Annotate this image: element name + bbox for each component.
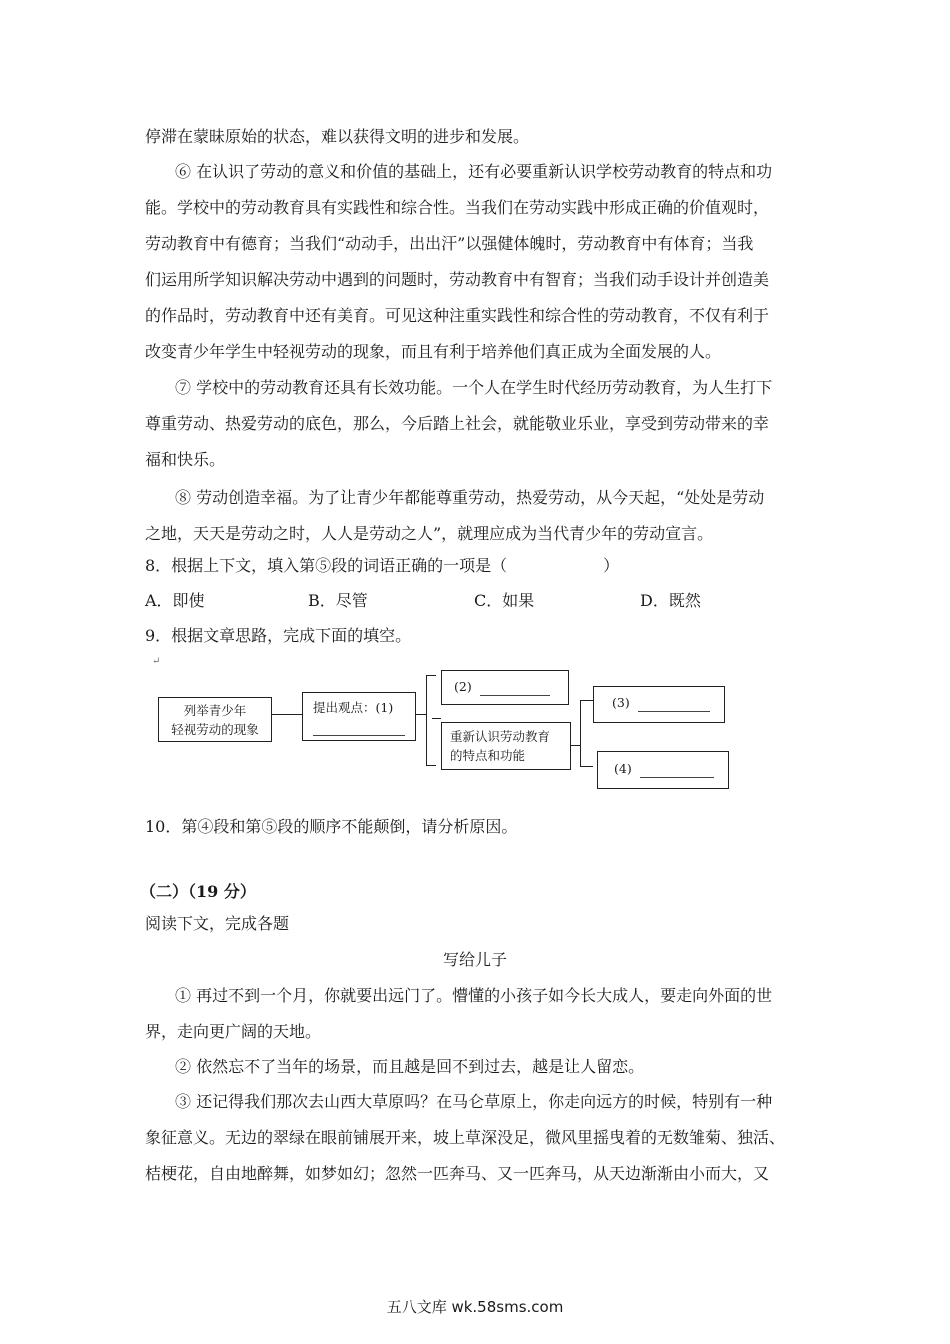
article-line: ③ 还记得我们那次去山西大草原吗？在马仑草原上，你走向远方的时候，特别有一种 — [175, 1092, 773, 1111]
answer-blank-2[interactable] — [480, 686, 550, 696]
return-mark: ↵ — [152, 656, 161, 667]
article-line: ① 再过不到一个月，你就要出远门了。懵懂的小孩子如今长大成人，要走向外面的世 — [175, 986, 773, 1005]
diagram-box-reunderstand — [441, 722, 571, 770]
passage-line: 改变青少年学生中轻视劳动的现象，而且有利于培养他们真正成为全面发展的人。 — [145, 342, 722, 361]
q8-option-a: A．即使 — [145, 591, 205, 610]
article-title: 写给儿子 — [442, 950, 507, 969]
box-text: 提出观点：(1) — [313, 700, 394, 715]
passage-line: 们运用所学知识解决劳动中遇到的问题时，劳动教育中有智育；当我们动手设计并创造美 — [145, 270, 770, 289]
diagram-box-examples — [158, 697, 272, 742]
box-text: (3) — [612, 695, 630, 710]
article-line: ② 依然忘不了当年的场景，而且越是回不到过去，越是让人留恋。 — [175, 1057, 645, 1076]
box-text: (4) — [614, 761, 632, 776]
q8-option-b: B．尽管 — [308, 591, 368, 610]
article-line: 界，走向更广阔的天地。 — [145, 1022, 322, 1041]
question-10-stem: 10．第④段和第⑤段的顺序不能颠倒，请分析原因。 — [145, 817, 518, 836]
diagram-box-2 — [441, 670, 569, 705]
passage-line: 福和快乐。 — [145, 450, 226, 469]
passage-line: 之地，天天是劳动之时，人人是劳动之人”，就理应成为当代青少年的劳动宣言。 — [145, 524, 714, 543]
q8-option-d: D．既然 — [640, 591, 701, 610]
section-2-heading: （二）（19 分） — [140, 882, 256, 901]
passage-line: ⑥ 在认识了劳动的意义和价值的基础上，还有必要重新认识学校劳动教育的特点和功 — [175, 162, 773, 181]
answer-blank-1[interactable] — [313, 726, 405, 736]
passage-line: ⑦ 学校中的劳动教育还具有长效功能。一个人在学生时代经历劳动教育，为人生打下 — [175, 378, 773, 397]
box-line: 的特点和功能 — [450, 748, 526, 763]
q8-option-c: C．如果 — [474, 591, 535, 610]
box-text: (2) — [454, 679, 472, 694]
diagram-box-3 — [593, 686, 725, 723]
question-8-stem: 8．根据上下文，填入第⑤段的词语正确的一项是（ ） — [145, 556, 620, 575]
box-line: 列举青少年 — [183, 703, 247, 718]
passage-line: 尊重劳动、热爱劳动的底色，那么，今后踏上社会，就能敬业乐业，享受到劳动带来的幸 — [145, 414, 770, 433]
passage-line: 停滞在蒙昧原始的状态，难以获得文明的进步和发展。 — [145, 127, 530, 146]
answer-blank-3[interactable] — [638, 702, 710, 712]
answer-blank-4[interactable] — [640, 768, 714, 778]
question-9-stem: 9．根据文章思路，完成下面的填空。 — [145, 626, 412, 645]
diagram-box-4 — [597, 751, 729, 789]
passage-line: 能。学校中的劳动教育具有实践性和综合性。当我们在劳动实践中形成正确的价值观时， — [145, 198, 770, 217]
passage-line: 的作品时，劳动教育中还有美育。可见这种注重实践性和综合性的劳动教育，不仅有利于 — [145, 306, 770, 325]
box-line: 重新认识劳动教育 — [450, 729, 551, 744]
passage-line: 劳动教育中有德育；当我们“动动手，出出汗”以强健体魄时，劳动教育中有体育；当我 — [145, 234, 754, 253]
passage-line: ⑧ 劳动创造幸福。为了让青少年都能尊重劳动，热爱劳动，从今天起，“处处是劳动 — [175, 488, 765, 507]
footer-watermark: 五八文库 wk.58sms.com — [386, 1298, 564, 1316]
article-line: 象征意义。无边的翠绿在眼前铺展开来，坡上草深没足，微风里摇曳着的无数雏菊、独活、 — [145, 1128, 786, 1147]
article-line: 桔梗花，自由地醉舞，如梦如幻；忽然一匹奔马、又一匹奔马，从天边渐渐由小而大，又 — [145, 1164, 770, 1183]
section-2-instruction: 阅读下文，完成各题 — [145, 914, 290, 933]
box-line: 轻视劳动的现象 — [171, 722, 259, 737]
diagram-box-viewpoint — [302, 692, 416, 741]
